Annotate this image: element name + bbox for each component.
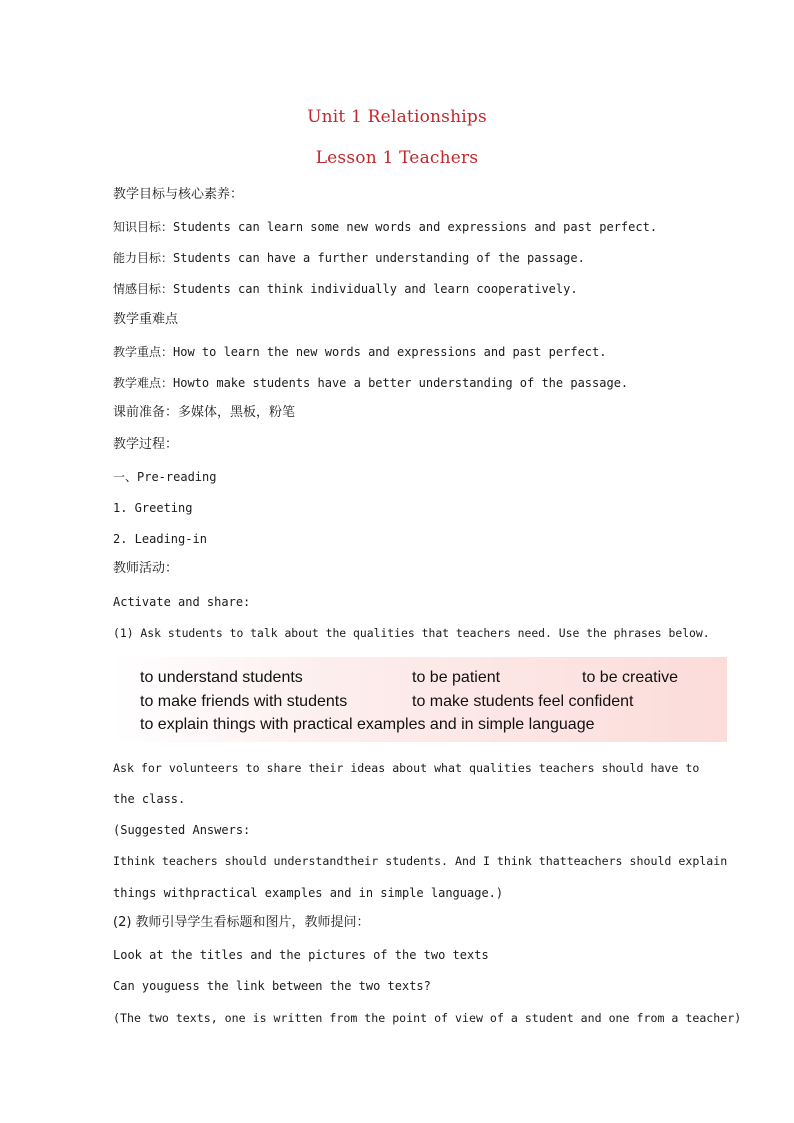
volunteers-line-1: Ask for volunteers to share their ideas about what qualities teachers should have to (113, 761, 700, 775)
section-pre-reading: 一、Pre-reading (113, 470, 217, 484)
phrase-explain-things: to explain things with practical examples and in simple language (140, 716, 595, 733)
phrase-be-creative: to be creative (582, 669, 679, 686)
objectives-heading: 教学目标与核心素养： (113, 187, 244, 202)
question-2: (2) 教师引导学生看标题和图片，教师提问： (113, 915, 370, 930)
phrase-feel-confident: to make students feel confident (412, 693, 634, 710)
link-answer: (The two texts, one is written from the point of view of a student and one from a teacher) (113, 1011, 742, 1025)
unit-title: Unit 1 Relationships (307, 107, 487, 127)
volunteers-line-2: the class. (113, 792, 186, 806)
answer-line-1: Ithink teachers should understandtheir students. And I think thatteachers should explain (113, 854, 728, 868)
guess-link: Can youguess the link between the two texts? (113, 979, 431, 993)
key-focus: 教学重点：How to learn the new words and expressions and past perfect. (113, 345, 607, 359)
suggested-answers: (Suggested Answers: (113, 823, 251, 837)
step-greeting: 1. Greeting (113, 501, 193, 515)
look-titles: Look at the titles and the pictures of the two texts (113, 948, 489, 962)
phrase-make-friends: to make friends with students (140, 693, 348, 710)
step-leading-in: 2. Leading-in (113, 532, 207, 546)
keypoints-heading: 教学重难点 (113, 312, 179, 327)
lesson-title: Lesson 1 Teachers (315, 148, 479, 168)
knowledge-objective: 知识目标：Students can learn some new words and expressions and past perfect. (113, 220, 658, 234)
teacher-activity: 教师活动： (113, 561, 179, 576)
question-1: (1) Ask students to talk about the qualities that teachers need. Use the phrases below. (113, 626, 710, 640)
preparation: 课前准备：多媒体，黑板，粉笔 (113, 405, 296, 420)
phrase-box (113, 657, 727, 742)
process-heading: 教学过程： (113, 437, 179, 452)
phrase-understand-students: to understand students (140, 669, 303, 686)
ability-objective: 能力目标：Students can have a further understanding of the passage. (113, 251, 585, 265)
answer-line-2: things withpractical examples and in simple language.) (113, 886, 504, 900)
activate-share: Activate and share: (113, 595, 251, 609)
key-difficulty: 教学难点：Howto make students have a better understanding of the passage. (113, 376, 629, 390)
phrase-be-patient: to be patient (412, 669, 501, 686)
emotion-objective: 情感目标：Students can think individually and learn cooperatively. (113, 282, 578, 296)
